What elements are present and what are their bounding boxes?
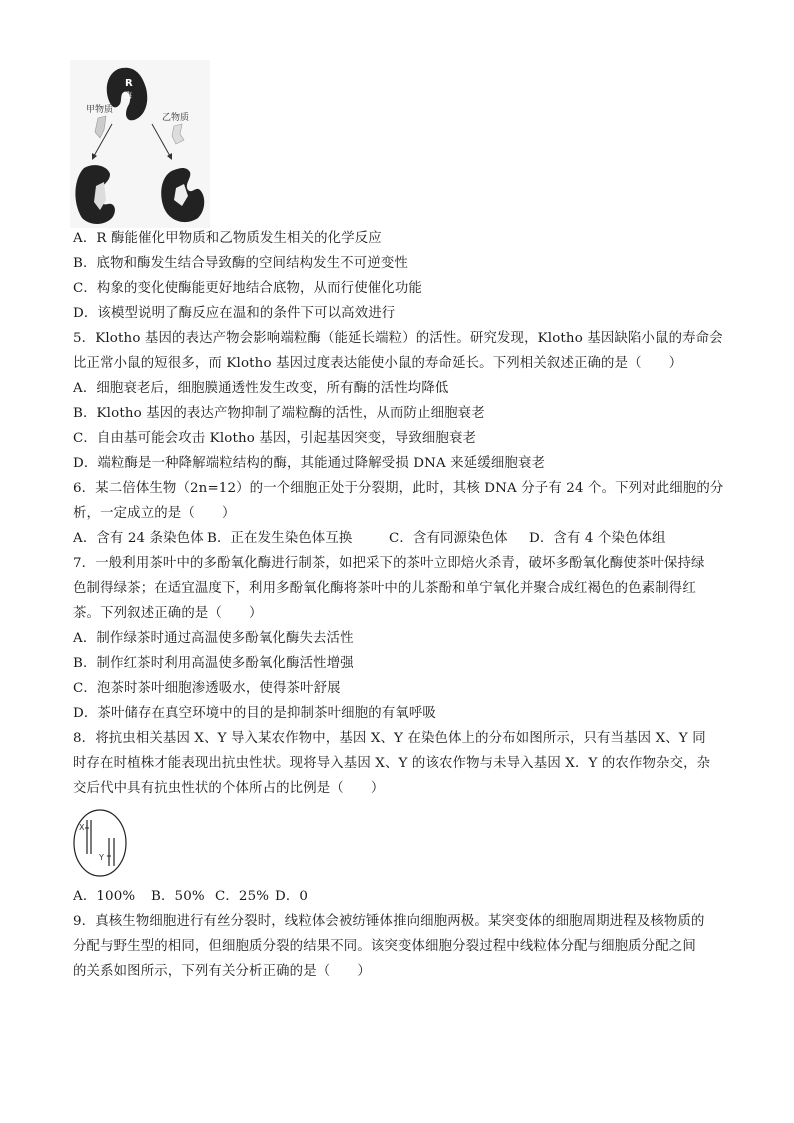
gene-x-label: X <box>79 823 85 832</box>
q8-option-c: C．25% <box>215 889 270 904</box>
q5-stem-line-1: 5．Klotho 基因的表达产物会影响端粒酶（能延长端粒）的活性。研究发现，Klotho 基因缺陷小鼠的寿命会 <box>73 331 723 346</box>
q6-option-a: A．含有 24 条染色体 <box>73 531 204 546</box>
enzyme-label-r: R <box>125 78 133 89</box>
q7-option-c: C．泡茶时茶叶细胞渗透吸水，使得茶叶舒展 <box>73 681 341 696</box>
q7-stem-line-2: 色制得绿茶；在适宜温度下，利用多酚氧化酶将茶叶中的儿茶酚和单宁氧化并聚合成红褐色的色素制得红 <box>73 581 696 596</box>
q6-stem-line-2: 析，一定成立的是（ ） <box>73 506 236 521</box>
q4-option-a: A．R 酶能催化甲物质和乙物质发生相关的化学反应 <box>73 231 382 246</box>
q7-option-a: A．制作绿茶时通过高温使多酚氧化酶失去活性 <box>73 631 354 646</box>
q9-stem-line-2: 分配与野生型的相同，但细胞质分裂的结果不同。该突变体细胞分裂过程中线粒体分配与细胞质分配之间 <box>73 939 696 954</box>
q4-option-c: C．构象的变化使酶能更好地结合底物，从而行使催化功能 <box>73 281 422 296</box>
q7-option-d: D．茶叶储存在真空环境中的目的是抑制茶叶细胞的有氧呼吸 <box>73 706 436 721</box>
q5-option-b: B．Klotho 基因的表达产物抑制了端粒酶的活性，从而防止细胞衰老 <box>73 406 485 421</box>
q7-option-b: B．制作红茶时利用高温使多酚氧化酶活性增强 <box>73 656 354 671</box>
q8-option-d: D．0 <box>275 889 309 904</box>
substrate-a-label: 甲物质 <box>86 105 114 115</box>
q6-options-row <box>73 529 733 549</box>
cell-outline <box>74 810 126 876</box>
q5-option-d: D．端粒酶是一种降解端粒结构的酶，其能通过降解受损 DNA 来延缓细胞衰老 <box>73 456 546 471</box>
substrate-b-label: 乙物质 <box>162 113 190 123</box>
q8-stem-line-3: 交后代中具有抗虫性状的个体所占的比例是（ ） <box>73 781 385 796</box>
q9-stem-line-3: 的关系如图所示，下列有关分析正确的是（ ） <box>73 964 371 979</box>
gene-y-label: Y <box>99 853 104 862</box>
q6-option-b: B．正在发生染色体互换 <box>207 531 353 546</box>
q8-options-row <box>73 887 733 907</box>
q7-stem-line-1: 7．一般利用茶叶中的多酚氧化酶进行制茶，如把采下的茶叶立即焙火杀青，破坏多酚氧化酶使茶叶保持绿 <box>73 556 705 571</box>
chromosome-gene-figure <box>72 808 128 878</box>
q6-stem-line-1: 6．某二倍体生物（2n=12）的一个细胞正处于分裂期，此时，其核 DNA 分子有 24 个。下列对此细胞的分 <box>73 481 724 496</box>
enzyme-label-mei: 酶 <box>124 91 132 100</box>
q8-stem-line-1: 8．将抗虫相关基因 X、Y 导入某农作物中，基因 X、Y 在染色体上的分布如图所示，只有当基因 X、Y 同 <box>73 731 706 746</box>
q8-stem-line-2: 时存在时植株才能表现出抗虫性状。现将导入基因 X、Y 的该农作物与未导入基因 X．Y 的农作物杂交，杂 <box>73 756 711 771</box>
q5-option-c: C．自由基可能会攻击 Klotho 基因，引起基因突变，导致细胞衰老 <box>73 431 477 446</box>
q8-option-b: B．50% <box>151 889 205 904</box>
q4-option-b: B．底物和酶发生结合导致酶的空间结构发生不可逆变性 <box>73 256 408 271</box>
q8-option-a: A．100% <box>73 889 136 904</box>
enzyme-model-figure <box>70 60 210 228</box>
q9-stem-line-1: 9．真核生物细胞进行有丝分裂时，线粒体会被纺锤体推向细胞两极。某突变体的细胞周期进程及核物质的 <box>73 914 705 929</box>
q6-option-d: D．含有 4 个染色体组 <box>529 531 666 546</box>
q5-option-a: A．细胞衰老后，细胞膜通透性发生改变，所有酶的活性均降低 <box>73 381 449 396</box>
q6-option-c: C．含有同源染色体 <box>389 531 508 546</box>
q7-stem-line-3: 茶。下列叙述正确的是（ ） <box>73 606 263 621</box>
q5-stem-line-2: 比正常小鼠的短很多，而 Klotho 基因过度表达能使小鼠的寿命延长。下列相关叙述正确的是（ ） <box>73 356 683 371</box>
q4-option-d: D．该模型说明了酶反应在温和的条件下可以高效进行 <box>73 306 396 321</box>
